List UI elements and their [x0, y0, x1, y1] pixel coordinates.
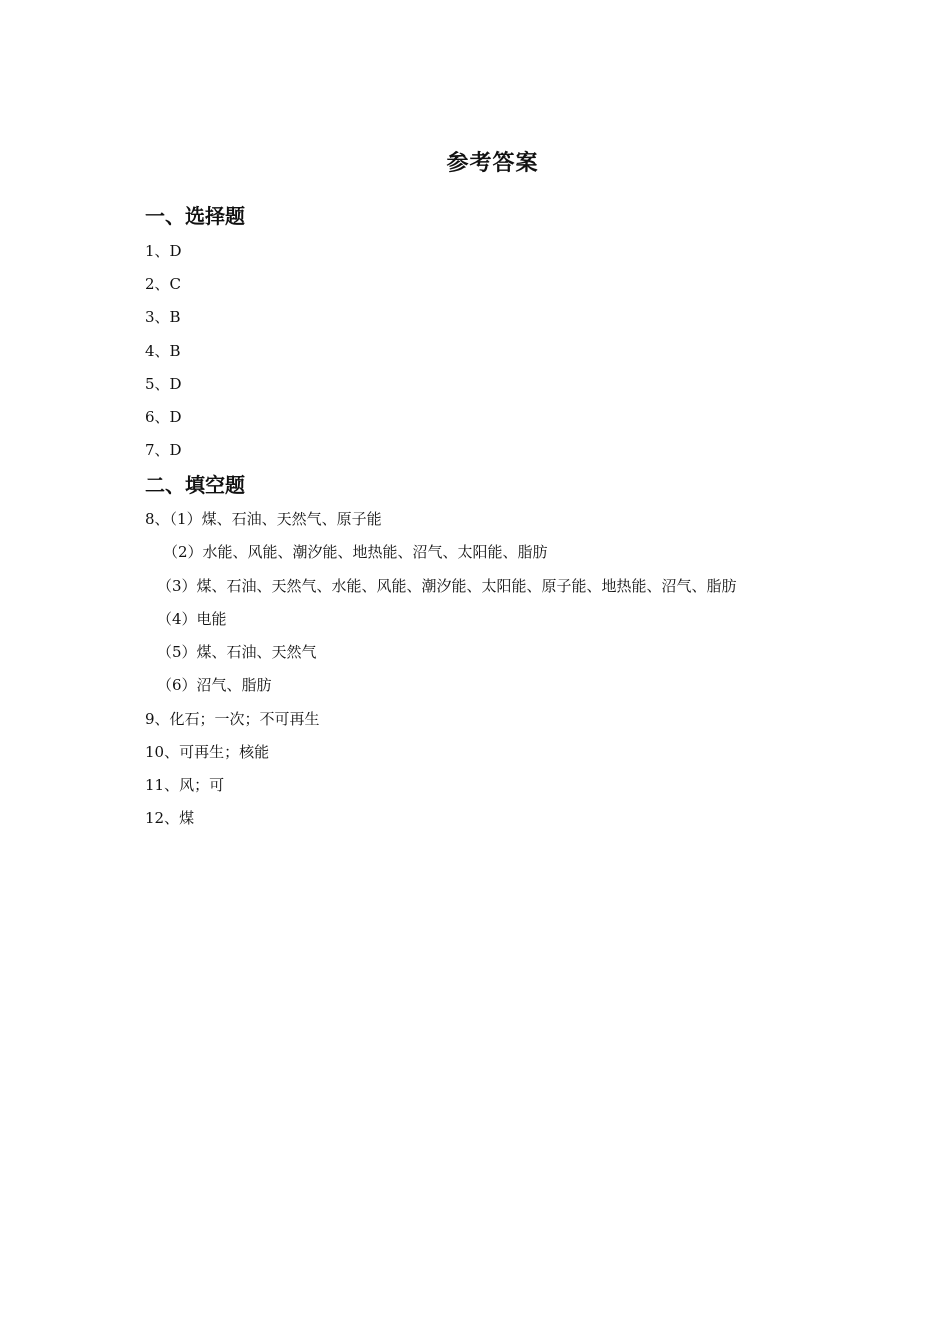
answer-line: 11、风；可 [145, 776, 225, 794]
answer-line: （5）煤、石油、天然气 [157, 643, 317, 661]
answer-line: 6、D [145, 408, 182, 426]
answer-line: 12、煤 [145, 809, 195, 827]
answer-line: 7、D [145, 441, 182, 459]
answer-line: （6）沼气、脂肪 [157, 676, 272, 694]
answer-line: 10、可再生；核能 [145, 743, 270, 761]
page-title: 参考答案 [446, 151, 539, 176]
answer-line: 5、D [145, 375, 182, 393]
answer-line: （3）煤、石油、天然气、水能、风能、潮汐能、太阳能、原子能、地热能、沼气、脂肪 [157, 577, 737, 595]
answer-line: 8、（1）煤、石油、天然气、原子能 [145, 510, 382, 528]
section-heading-fill-blank: 二、填空题 [145, 473, 245, 497]
answer-line: 4、B [145, 342, 181, 360]
answer-line: （2）水能、风能、潮汐能、地热能、沼气、太阳能、脂肪 [163, 543, 548, 561]
section-heading-choice: 一、选择题 [145, 204, 245, 228]
answer-line: 1、D [145, 242, 182, 260]
answer-line: （4）电能 [157, 610, 227, 628]
answer-line: 9、化石；一次；不可再生 [145, 710, 320, 728]
answer-line: 3、B [145, 308, 181, 326]
answer-line: 2、C [145, 275, 182, 293]
